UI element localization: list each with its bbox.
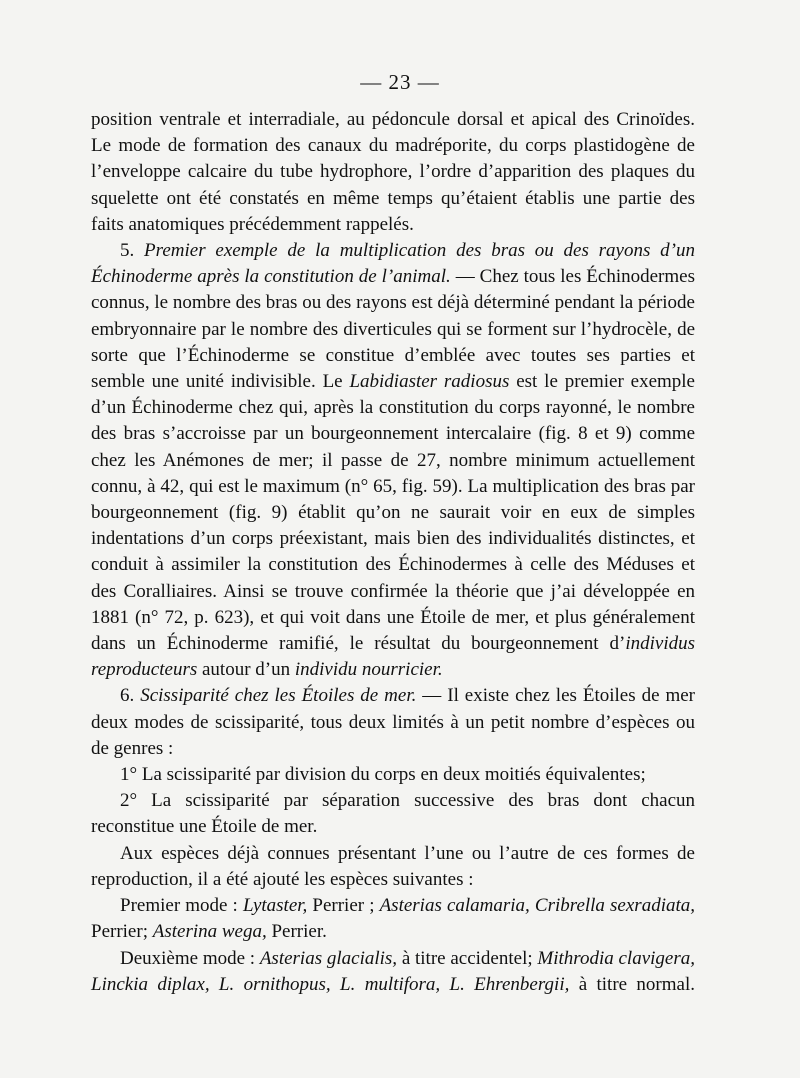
text-run: Aux espèces déjà connues présentant l’une ou l’autre de ces formes de reproduction, il a été ajouté les espèces suivantes : (91, 842, 695, 890)
body-text (91, 107, 695, 998)
italic-text: Premier exemple de la multiplication des bras ou des rayons d’un Échinoderme après la constitution de l’animal. (91, 240, 695, 288)
italic-text: Asterias glacialis, (259, 947, 398, 969)
text-run: Deuxième mode : (120, 947, 260, 969)
text-run: est le premier exemple d’un Échinoderme chez qui, après la constitution du corps rayonné, le nombre des bras s’accroisse par un bourgeonnement intercalaire (fig. 8 et 9) comme chez les Anémones de mer; il passe de 27, nombre minimum actuellement connu, à 42, qui est le maximum (n° 65, fig. 59). La multiplication des bras par bourgeonnement (fig. 9) établit qu’on ne saurait voir en eux de simples indentations d’un corps préexistant, mais bien des individualités distinctes, et conduit à assimiler la constitution des Échinodermes à celle des Méduses et des Coralliaires. Ainsi se trouve confirmée la théorie que j’ai développée en 1881 (n° 72, p. 623), et qui voit dans une Étoile de mer, et plus généralement dans un Échinoderme ramifié, le résultat du bourgeonnement d’ (91, 371, 695, 655)
text-run: à titre normal. (569, 973, 695, 995)
text-run: 6. (120, 685, 141, 707)
paragraph (91, 841, 695, 893)
text-run: — Il existe chez les Étoiles de mer deux modes de scissiparité, tous deux limités à un petit nombre d’espèces ou de genres : (91, 685, 695, 759)
text-run: à titre accidentel; (397, 947, 538, 969)
italic-text: Labidiaster radiosus (349, 371, 510, 393)
text-run: Perrier. (266, 921, 327, 943)
text-run: — Chez tous les Échinodermes connus, le nombre des bras ou des rayons est déjà déterminé pendant la période embryonnaire par le nombre des diverticules qui se forment sur l’hydrocèle, de sorte que l’Échinoderme se constitue d’emblée avec toutes ses parties et semble une unité indivisible. Le (91, 266, 695, 393)
text-run: position ventrale et interradiale, au pédoncule dorsal et apical des Crinoïdes. Le mode de formation des canaux du madréporite, du corps plastidogène de l’enveloppe calcaire du tube hydrophore, l’ordre d’apparition des plaques du squelette ont été constatés en même temps qu’étaient établis une partie des faits anatomiques précédemment rappelés. (91, 109, 695, 235)
text-run: Premier mode : (120, 895, 243, 917)
text-run: autour d’un (197, 659, 295, 681)
paragraph (91, 238, 695, 683)
text-run: 1° La scissiparité par division du corps en deux moitiés équivalentes; (120, 764, 646, 786)
paragraph (91, 683, 695, 762)
text-run: 2° La scissiparité par séparation successive des bras dont chacun reconstitue une Étoile de mer. (91, 790, 695, 838)
paragraph (91, 893, 695, 945)
italic-text: Asterina wega, (152, 921, 267, 943)
paragraph (91, 762, 695, 788)
italic-text: Asterias calamaria, Cribrella sexradiata, (379, 895, 695, 917)
italic-text: Mithrodia clavigera, Linckia diplax, L. ornithopus, L. multifora, L. Ehrenbergii, (91, 947, 695, 995)
text-run: 5. (120, 240, 145, 262)
italic-text: Lytaster, (242, 895, 308, 917)
italic-text: individu nourricier. (294, 659, 443, 681)
italic-text: individus reproducteurs (91, 633, 695, 681)
italic-text: Scissiparité chez les Étoiles de mer. (140, 685, 417, 707)
text-run: Perrier ; (307, 895, 380, 917)
paragraph (91, 788, 695, 840)
paragraph (91, 107, 695, 238)
paragraph (91, 946, 695, 998)
text-run: Perrier; (91, 921, 153, 943)
page-number: — 23 — (360, 70, 440, 94)
